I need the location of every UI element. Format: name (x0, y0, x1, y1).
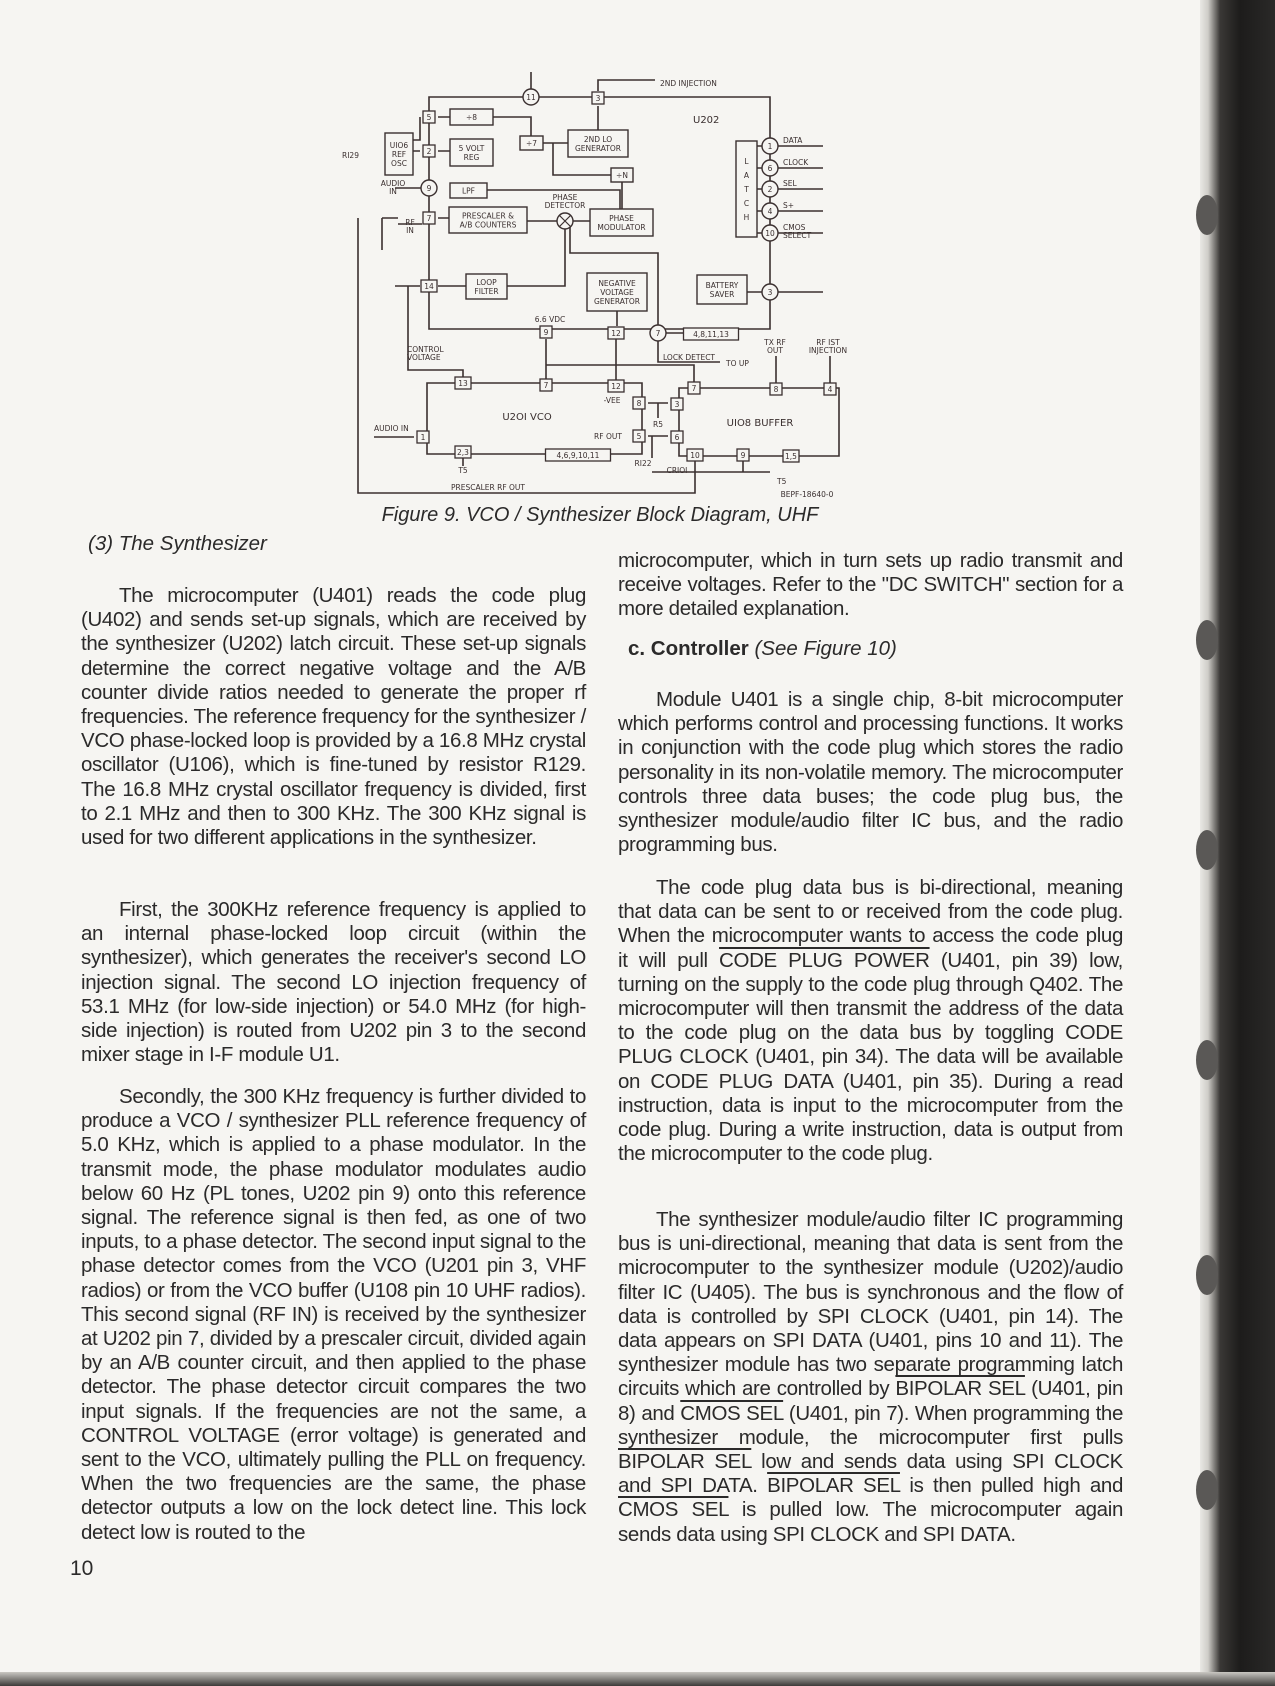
text-run: (U401, pin 8) and (618, 1377, 1123, 1425)
pin-6 (762, 160, 778, 176)
label-t5-right: T5 (777, 477, 787, 486)
pin-12 (608, 327, 624, 339)
pin-number: 10 (690, 451, 700, 460)
block-label-loop-filter: LOOP (476, 278, 497, 287)
block-label-lo-gen: 2ND LO (583, 135, 613, 144)
pin-number: 13 (458, 379, 468, 388)
pin-9 (540, 326, 552, 338)
paragraph (81, 898, 586, 1067)
pin-number: 7 (655, 329, 661, 338)
block-label-latch: H (743, 213, 750, 222)
label-audio-in-bottom: AUDIO IN (374, 424, 409, 433)
pin-number: 12 (611, 329, 621, 338)
pin-4-8-11-13 (684, 328, 739, 340)
block-label-u106: OSC (391, 159, 407, 168)
label-tx-rf-out: TX RF (764, 338, 786, 347)
label-sel: SEL (783, 179, 797, 188)
label-r129: RI29 (342, 151, 359, 160)
block-label-latch: A (743, 171, 750, 180)
block-label-latch: T (744, 185, 749, 194)
label-cr101: CRIOI (666, 466, 688, 475)
pin-6 (671, 431, 683, 443)
label-vee: -VEE (603, 396, 621, 405)
figure-caption: Figure 9. VCO / Synthesizer Block Diagram, UHF (381, 504, 819, 526)
pin-1 (417, 431, 429, 443)
pin-number: 12 (611, 382, 621, 391)
pin-number: 2 (767, 185, 773, 194)
text-run: The code plug data bus is bi-directional, meaning that data can be sent to or received from the code plug. When the microcomputer wants to access the code plug it will pull (618, 876, 1123, 972)
pin-4-6-9-10-11 (546, 449, 611, 461)
pin-number: 1 (420, 433, 426, 442)
text-run: is then pulled high and (899, 1474, 1123, 1498)
label-cmos-select: CMOS (783, 223, 806, 232)
pin-11 (523, 89, 539, 105)
pin-3 (592, 92, 604, 104)
text-run: low and sends data using SPI CLOCK and SPI DATA. (618, 1450, 1123, 1498)
punch-hole (1196, 620, 1218, 660)
label-second-injection: 2ND INJECTION (660, 79, 717, 88)
label-rf-in: RF (405, 218, 415, 227)
pin-number: 9 (543, 328, 549, 337)
label-rf-in: IN (406, 226, 414, 235)
pin-number: 9 (740, 451, 746, 460)
vco-synthesizer-block-diagram (0, 0, 1275, 540)
block-label-prescaler: PRESCALER & (462, 211, 514, 221)
pin-8 (633, 397, 645, 409)
pin-number: 3 (674, 400, 680, 409)
pin-2 (423, 145, 435, 157)
text-run: microcomputer, which in turn sets up radio transmit and receive voltages. Refer to the "DC SWITCH" section for a more detailed explanation. (618, 549, 1123, 621)
pin-12 (608, 380, 624, 392)
pin-number: 11 (526, 93, 536, 102)
block-label-prescaler: A/B COUNTERS (459, 220, 517, 230)
pin-number: 2 (426, 147, 432, 156)
pin-number: 5 (636, 432, 642, 441)
pin-number: 8 (773, 385, 779, 394)
paragraph (618, 876, 1123, 1166)
block-label-latch: C (743, 199, 750, 208)
text-run: (U401, pin 39) low, turning on the supply to the code plug through Q402. The microcomputer will then transmit the address of the data to the code plug on the data bus by toggling CODE PLUG CLOCK (U401, pin 34). The data will be available on CODE PLUG DATA (U401, pin 35). During a read instruction, data is input to the microcomputer from the code plug. During a write instruction, data is output from the microcomputer to the code plug. (618, 948, 1124, 1166)
paragraph (618, 688, 1123, 857)
pin-number: 4,6,9,10,11 (556, 451, 600, 460)
pin-number: 6 (767, 164, 773, 173)
overlined-signal-name: CMOS SEL (680, 1401, 784, 1425)
pin-7 (688, 382, 700, 394)
pin-10 (687, 449, 703, 461)
pin-number: 4 (827, 385, 833, 394)
label-u108-buffer: UIO8 BUFFER (726, 418, 794, 429)
punch-hole (1196, 1255, 1218, 1295)
pin-10 (762, 225, 778, 241)
pin-number: 1 (767, 142, 773, 151)
pin-3 (671, 398, 683, 410)
paragraph (618, 1208, 1123, 1547)
label-audio-in-top: AUDIO (380, 179, 406, 188)
label-rf-out: RF OUT (594, 432, 622, 441)
pin-3 (762, 284, 778, 300)
block-label-battery-saver: SAVER (709, 290, 735, 299)
text-run: The microcomputer (U401) reads the code plug (U402) and sends set-up signals, which are received by the synthesizer (U202) latch circuit. These set-up signals determine the correct negative voltage and the A/B counter divide ratios needed to generate the proper rf frequencies. The reference frequency for the synthesizer / VCO phase-locked loop is provided by a 16.8 MHz crystal oscillator (U106), which is fine-tuned by resistor R129. The 16.8 MHz crystal oscillator frequency is divided, first to 2.1 MHz and then to 300 KHz. The 300 KHz signal is used for two different applications in the synthesizer. (81, 584, 586, 850)
pin-number: 4,8,11,13 (693, 330, 729, 339)
block-label-divn: ÷N (616, 171, 628, 180)
label-cmos-select: SELECT (783, 231, 812, 240)
pin-number: 10 (765, 229, 775, 238)
pin-number: 3 (767, 288, 773, 297)
paragraph (81, 584, 586, 850)
pin-14 (421, 280, 437, 292)
punch-hole (1196, 1470, 1218, 1510)
block-label-neg-volt: VOLTAGE (600, 288, 634, 297)
label-control-voltage: CONTROL (407, 345, 444, 354)
pin-number: 7 (691, 384, 697, 393)
overlined-signal-name: CODE PLUG POWER (719, 948, 930, 972)
pin-9 (737, 449, 749, 461)
pin-2 (762, 181, 778, 197)
block-label-neg-volt: GENERATOR (593, 297, 641, 306)
label-rf-1st-injection: RF IST (816, 338, 840, 347)
block-label-div7: ÷7 (525, 139, 538, 148)
text-run: Secondly, the 300 KHz frequency is further divided to produce a VCO / synthesizer PLL reference frequency of 5.0 KHz, which is applied to a phase modulator. In the transmit mode, the phase modulator modulates audio below 60 Hz (PL tones, U202 pin 9) onto this reference signal. The reference signal is then fed, as one of two inputs, to a phase detector. The second input signal to the phase detector comes from the VCO (U201 pin 3, VHF radios) or from the VCO buffer (U108 pin 10 UHF radios). This second signal (RF IN) is received by the synthesizer at U202 pin 7, divided by a prescaler circuit, divided again by an A/B counter circuit, and then applied to the phase detector. The phase detector circuit compares the two input signals. If the frequencies are not the same, a CONTROL VOLTAGE (error voltage) is generated and sent to the VCO, ultimately pulling the PLL on frequency. When the two frequencies are the same, the phase detector outputs a low on the lock detect line. This lock detect low is routed to the (81, 1085, 586, 1544)
label-r5: R5 (653, 420, 663, 429)
section-heading-controller (628, 637, 897, 661)
pin-2-3 (455, 446, 471, 458)
overlined-signal-name: BIPOLAR SEL (895, 1377, 1025, 1401)
block-label-phase-mod: MODULATOR (597, 223, 646, 232)
pin-9 (421, 180, 437, 196)
punch-hole (1196, 1040, 1218, 1080)
scan-bottom-edge (0, 1672, 1275, 1686)
overlined-signal-name: BIPOLAR SEL (767, 1474, 900, 1498)
label-control-voltage: VOLTAGE (407, 353, 441, 362)
pin-number: 8 (636, 399, 642, 408)
label-clock: CLOCK (783, 158, 809, 167)
pin-7 (540, 379, 552, 391)
block-label-battery-saver: BATTERY (705, 281, 739, 290)
pin-number: 7 (543, 381, 549, 390)
controller-heading-title: c. Controller (628, 637, 749, 660)
controller-heading-reference: (See Figure 10) (754, 637, 897, 660)
text-run: The synthesizer module/audio filter IC programming bus is uni-directional, meaning that data is sent from the microcomputer to the synthesizer module (U202)/audio filter IC (U405). The bus is synchronous and the flow of data is controlled by SPI CLOCK (U401, pin 14). The data appears on SPI DATA (U401, pins 10 and 11). The synthesizer module has two separate programming latch circuits which are controlled by (618, 1208, 1123, 1401)
pin-1 (762, 138, 778, 154)
label-vdc: 6.6 VDC (534, 315, 566, 324)
section-heading-synthesizer: (3) The Synthesizer (88, 532, 267, 555)
pin-4 (824, 383, 836, 395)
label-to-up: TO UP (726, 359, 749, 368)
text-run: First, the 300KHz reference frequency is applied to an internal phase-locked loop circuit (within the synthesizer), which generates the receiver's second LO injection signal. The second LO injection frequency of 53.1 MHz (for low-side injection) or 54.0 MHz (for high-side injection) is routed from U202 pin 3 to the second mixer stage in I-F module U1. (81, 898, 586, 1067)
block-label-u106: UIO6 (389, 141, 409, 150)
text-run: (U401, pin 7). When programming the synthesizer module, the microcomputer first pulls (618, 1401, 1124, 1449)
label-data: DATA (783, 136, 803, 145)
paragraph (81, 1085, 586, 1545)
punch-hole (1196, 830, 1218, 870)
label-lock-detect: LOCK DETECT (663, 353, 716, 362)
pin-4 (762, 203, 778, 219)
block-label-lo-gen: GENERATOR (574, 144, 622, 153)
block-label-u106: REF (391, 150, 407, 159)
pin-13 (455, 377, 471, 389)
block-label-volt-reg: REG (463, 153, 480, 162)
pin-number: 2,3 (457, 448, 469, 457)
label-t5-left: T5 (458, 466, 468, 475)
text-run: is pulled low. The microcomputer again sends data using SPI CLOCK and SPI DATA. (618, 1498, 1123, 1546)
pin-number: 3 (595, 94, 601, 103)
label-u202: U202 (693, 115, 720, 126)
pin-number: 14 (424, 282, 434, 291)
pin-5 (633, 430, 645, 442)
label-s-plus: S+ (783, 201, 795, 210)
block-label-div8: ÷8 (465, 113, 478, 122)
label-audio-in-top: IN (389, 187, 397, 196)
pin-number: 7 (426, 214, 432, 223)
label-phase-detector: DETECTOR (544, 201, 586, 210)
pin-number: 1,5 (785, 452, 797, 461)
drawing-number: BEPF-18640-0 (780, 490, 834, 499)
page-number: 10 (70, 1557, 94, 1580)
block-label-latch: L (744, 157, 749, 166)
label-prescaler-rf-out: PRESCALER RF OUT (451, 483, 525, 492)
pin-number: 9 (426, 184, 432, 193)
block-label-loop-filter: FILTER (474, 287, 499, 296)
block-label-volt-reg: 5 VOLT (458, 144, 485, 153)
label-r122: RI22 (634, 459, 652, 468)
label-u201-vco: U2OI VCO (502, 412, 552, 423)
block-label-phase-mod: PHASE (609, 214, 634, 223)
pin-8 (770, 383, 782, 395)
pin-5 (423, 111, 435, 123)
pin-number: 4 (767, 207, 773, 216)
pin-7 (423, 212, 435, 224)
label-tx-rf-out: OUT (767, 346, 783, 355)
label-rf-1st-injection: INJECTION (808, 346, 848, 355)
overlined-signal-name: BIPOLAR SEL (618, 1450, 752, 1474)
text-run: Module U401 is a single chip, 8-bit microcomputer which performs control and processing functions. It works in conjunction with the code plug which stores the radio personality in its non-volatile memory. The microcomputer controls three data buses; the code plug bus, the synthesizer module/audio filter IC bus, and the radio programming bus. (618, 688, 1123, 857)
block-label-lpf: LPF (461, 186, 476, 196)
pin-number: 5 (426, 113, 432, 122)
paragraph-continuation (618, 549, 1123, 622)
block-label-neg-volt: NEGATIVE (598, 279, 636, 288)
pin-number: 6 (674, 433, 680, 442)
label-phase-detector: PHASE (552, 193, 578, 202)
pin-1-5 (783, 450, 799, 462)
overlined-signal-name: CMOS SEL (618, 1498, 729, 1522)
pin-7 (650, 325, 666, 341)
